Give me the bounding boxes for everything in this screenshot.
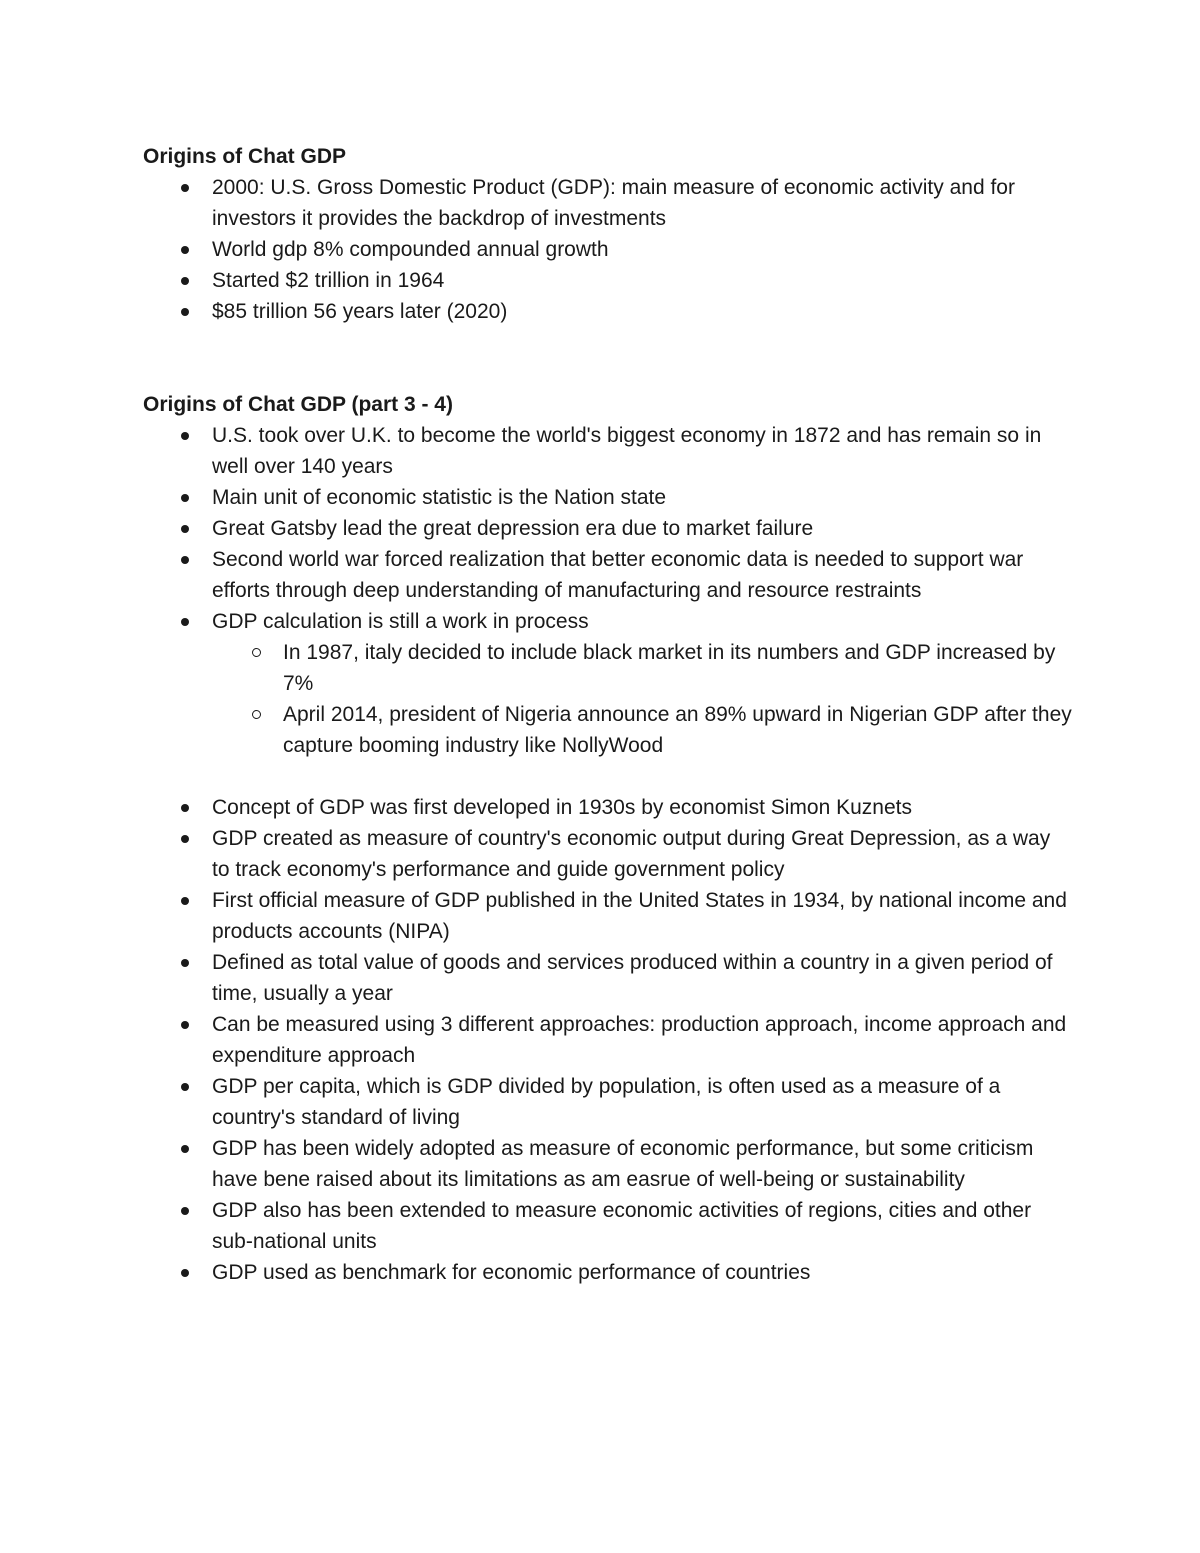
list-item xyxy=(143,792,1073,823)
list-item-text: GDP created as measure of country's economic output during Great Depression, as a way to track economy's performance and guide government policy xyxy=(212,827,1051,881)
list-item xyxy=(143,482,1073,513)
list-item xyxy=(143,1133,1073,1195)
bullet-list xyxy=(143,420,1073,761)
list-item xyxy=(143,885,1073,947)
blank-line xyxy=(143,761,1073,792)
list-item-text: GDP per capita, which is GDP divided by population, is often used as a measure of a country's standard of living xyxy=(212,1075,1001,1129)
list-item xyxy=(143,420,1073,482)
list-item-text: Defined as total value of goods and services produced within a country in a given period of time, usually a year xyxy=(212,951,1053,1005)
list-item xyxy=(143,544,1073,606)
list-item xyxy=(143,947,1073,1009)
sub-bullet-list xyxy=(212,637,1073,761)
sub-list-item-text: April 2014, president of Nigeria announce an 89% upward in Nigerian GDP after they capture booming industry like NollyWood xyxy=(283,703,1072,757)
bullet-icon xyxy=(181,1269,189,1277)
list-item-text: First official measure of GDP published in the United States in 1934, by national income and products accounts (NIPA) xyxy=(212,889,1067,943)
section-origins xyxy=(143,141,1073,327)
bullet-list xyxy=(143,792,1073,1288)
list-item xyxy=(143,172,1073,234)
list-item-text: GDP used as benchmark for economic performance of countries xyxy=(212,1261,811,1284)
list-item xyxy=(143,1195,1073,1257)
bullet-icon xyxy=(181,556,189,564)
list-item-text: U.S. took over U.K. to become the world's biggest economy in 1872 and has remain so in well over 140 years xyxy=(212,424,1042,478)
list-item xyxy=(143,823,1073,885)
list-item-text: World gdp 8% compounded annual growth xyxy=(212,238,609,261)
bullet-icon xyxy=(181,897,189,905)
list-item xyxy=(143,296,1073,327)
list-item-text: GDP has been widely adopted as measure of economic performance, but some criticism have bene raised about its limitations as am easrue of well-being or sustainability xyxy=(212,1137,1034,1191)
list-item-text: GDP calculation is still a work in process xyxy=(212,610,589,633)
bullet-icon xyxy=(181,494,189,502)
section-origins-part-3-4 xyxy=(143,389,1073,1288)
bullet-icon xyxy=(181,1145,189,1153)
sub-list-item xyxy=(212,637,1073,699)
sub-list-item-text: In 1987, italy decided to include black market in its numbers and GDP increased by 7% xyxy=(283,641,1056,695)
section-heading: Origins of Chat GDP (part 3 - 4) xyxy=(143,393,453,416)
hollow-bullet-icon xyxy=(252,648,261,657)
section-heading: Origins of Chat GDP xyxy=(143,145,347,168)
list-item xyxy=(143,513,1073,544)
list-item-text: Concept of GDP was first developed in 1930s by economist Simon Kuznets xyxy=(212,796,912,819)
hollow-bullet-icon xyxy=(252,710,261,719)
bullet-icon xyxy=(181,525,189,533)
bullet-icon xyxy=(181,1083,189,1091)
list-item-text: Great Gatsby lead the great depression era due to market failure xyxy=(212,517,814,540)
bullet-icon xyxy=(181,184,189,192)
bullet-icon xyxy=(181,277,189,285)
list-item-text: Started $2 trillion in 1964 xyxy=(212,269,445,292)
list-item xyxy=(143,606,1073,761)
bullet-icon xyxy=(181,308,189,316)
list-item-text: Main unit of economic statistic is the Nation state xyxy=(212,486,667,509)
bullet-icon xyxy=(181,1207,189,1215)
list-item xyxy=(143,265,1073,296)
list-item-text: GDP also has been extended to measure economic activities of regions, cities and other sub-national units xyxy=(212,1199,1032,1253)
list-item xyxy=(143,1071,1073,1133)
bullet-icon xyxy=(181,959,189,967)
sub-list-item xyxy=(212,699,1073,761)
list-item xyxy=(143,234,1073,265)
bullet-icon xyxy=(181,835,189,843)
list-item-text: 2000: U.S. Gross Domestic Product (GDP): main measure of economic activity and for investors it provides the backdrop of investments xyxy=(212,176,1015,230)
list-item xyxy=(143,1009,1073,1071)
bullet-icon xyxy=(181,1021,189,1029)
bullet-list xyxy=(143,172,1073,327)
list-item-text: Second world war forced realization that better economic data is needed to support war efforts through deep understanding of manufacturing and resource restraints xyxy=(212,548,1024,602)
list-item xyxy=(143,1257,1073,1288)
list-item-text: $85 trillion 56 years later (2020) xyxy=(212,300,508,323)
bullet-icon xyxy=(181,246,189,254)
bullet-icon xyxy=(181,618,189,626)
bullet-icon xyxy=(181,432,189,440)
bullet-icon xyxy=(181,804,189,812)
list-item-text: Can be measured using 3 different approaches: production approach, income approach and expenditure approach xyxy=(212,1013,1067,1067)
